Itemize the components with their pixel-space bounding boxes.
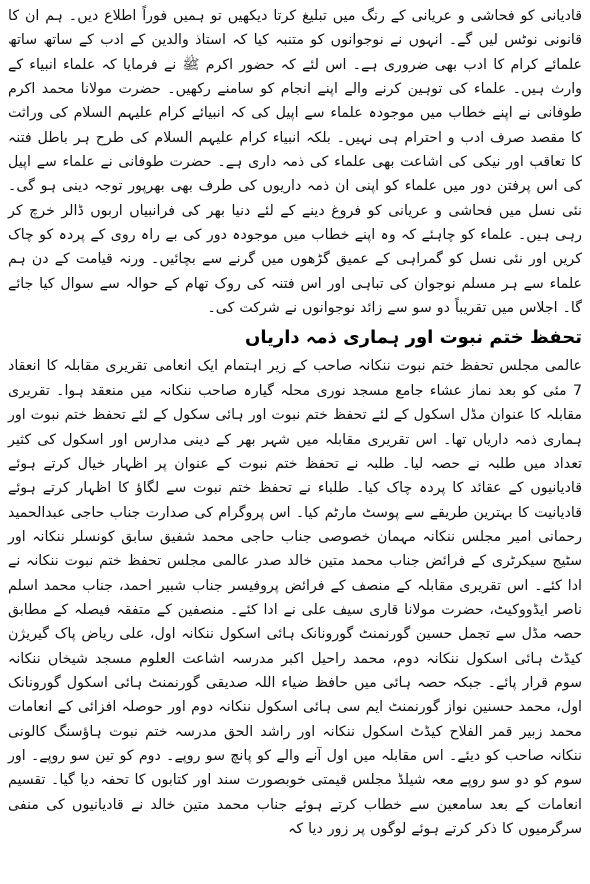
- section-heading: تحفظ ختم نبوت اور ہماری ذمہ داریاں: [244, 327, 582, 349]
- article-paragraph-continued: قادیانی کو فحاشی و عریانی کے رنگ میں تبلیغ کرتا دیکھیں تو ہمیں فوراً اطلاع دیں۔ ہم ان کا قانونی نوٹس لیں گے۔ انہوں نے نوجوانوں کو متنبہ کیا کہ استاذ والدین کے ادب کے ساتھ ساتھ علمائے کرام کا ادب بھی ضروری ہے۔ اس لئے کہ حضور اکرم ﷺ نے فرمایا کہ علماء انبیاء کے وارث ہیں۔ علماء کی توہین کرنے والے اپنے انجام کو سامنے رکھیں۔ حضرت مولانا محمد اکرم طوفانی نے اپنے خطاب میں موجودہ علماء سے اپیل کی کہ انبیائے کرام علیہم السلام کی وراثت کا مقصد صرف ادب و احترام ہی نہیں۔ بلکہ انبیاء کرام علیہم السلام کی طرح ہر باطل فتنہ کا تعاقب اور نیکی کی اشاعت بھی علماء کی ذمہ داری ہے۔ حضرت طوفانی نے علماء سے اپیل کی اس پرفتن دور میں علماء کو اپنی ان ذمہ داریوں کی طرف بھی بھرپور توجہ دینی ہو گی۔ نئی نسل میں فحاشی و عریانی کو فروغ دینے کے لئے دنیا بھر کی فرانبیاں اربوں ڈالر خرچ کر رہی ہیں۔ علماء کو چاہئے کہ وہ اپنے خطاب میں موجودہ دور کی بے راہ روی کے پردہ کو چاک کریں اور نئی نسل کو گمراہی کے عمیق گڑھوں میں گرنے سے بچائیں۔ ورنہ قیامت کے دن ہم علماء سے ہر مسلم نوجوان کی تباہی اور اس فتنہ کی روک تھام کے حوالہ سے سوال کیا جائے گا۔ اجلاس میں تقریباً دو سو سے زائد نوجوانوں نے شرکت کی۔: [8, 8, 582, 317]
- article-paragraph-speech-contest: عالمی مجلس تحفظ ختم نبوت ننکانہ صاحب کے زیر اہتمام ایک انعامی تقریری مقابلہ کا انعقاد 7 مئی کو بعد نماز عشاء جامع مسجد نوری محلہ گیارہ صاحب ننکانہ میں منعقد ہوا۔ تقریری مقابلہ کا عنوان مڈل اسکول کے لئے تحفظ ختم نبوت اور ہائی سکول کے لئے تحفظ ختم نبوت اور ہماری ذمہ داریاں تھا۔ اس تقریری مقابلہ میں شہر بھر کے دینی مدارس اور اسکول کی کثیر تعداد میں طلبہ نے حصہ لیا۔ طلبہ نے تحفظ ختم نبوت کے عنوان پر اظہار خیال کرتے ہوئے قادیانیوں کے عقائد کا پردہ چاک کیا۔ طلباء نے تحفظ ختم نبوت سے لگاؤ کا اظہار کرتے ہوئے قادیانیت کا بہترین طریقے سے پوسٹ مارٹم کیا۔ اس پروگرام کی صدارت جناب حاجی عبدالحمید رحمانی امیر مجلس ننکانہ مہمان خصوصی جناب حاجی محمد شفیق سابق کونسلر ننکانہ اور سٹیج سیکرٹری کے فرائض جناب محمد متین خالد صدر عالمی مجلس تحفظ ختم نبوت ننکانہ نے ادا کئے۔ اس تقریری مقابلہ کے منصف کے فرائض پروفیسر جناب شبیر احمد، جناب محمد اسلم ناصر ایڈووکیٹ، حضرت مولانا قاری سیف علی نے ادا کئے۔ منصفین کے متفقہ فیصلہ کے مطابق حصہ مڈل سے تجمل حسین گورنمنٹ گورونانک ہائی اسکول ننکانہ اول، علی ریاض پاک گیریژن کیڈٹ ہائی اسکول ننکانہ دوم، محمد راحیل اکبر مدرسہ اشاعت العلوم مسجد شیخاں ننکانہ سوم قرار پائے۔ جبکہ حصہ ہائی میں حافظ ضیاء اللہ صدیقی گورنمنٹ ہائی اسکول گورونانک اول، محمد حسنین نواز گورنمنٹ ایم سی ہائی اسکول ننکانہ دوم اور حوصلہ افزائی کے انعامات محمد زبیر قمر الفلاح کیڈٹ اسکول ننکانہ اور راشد الحق مدرسہ ختم نبوت ہاؤسنگ کالونی ننکانہ صاحب کو دیئے۔ اس مقابلہ میں اول آنے والے کو پانچ سو روپے۔ دوم کو تین سو روپے۔ اور سوم کو دو سو روپے معہ شیلڈ مجلس قیمتی خوبصورت سند اور کتابوں کا تحفہ دیا گیا۔ تقسیم انعامات کے بعد سامعین سے خطاب کرتے ہوئے جناب محمد متین خالد نے قادیانیوں کی منفی سرگرمیوں کا ذکر کرتے ہوئے لوگوں پر زور دیا کہ: [8, 358, 582, 837]
